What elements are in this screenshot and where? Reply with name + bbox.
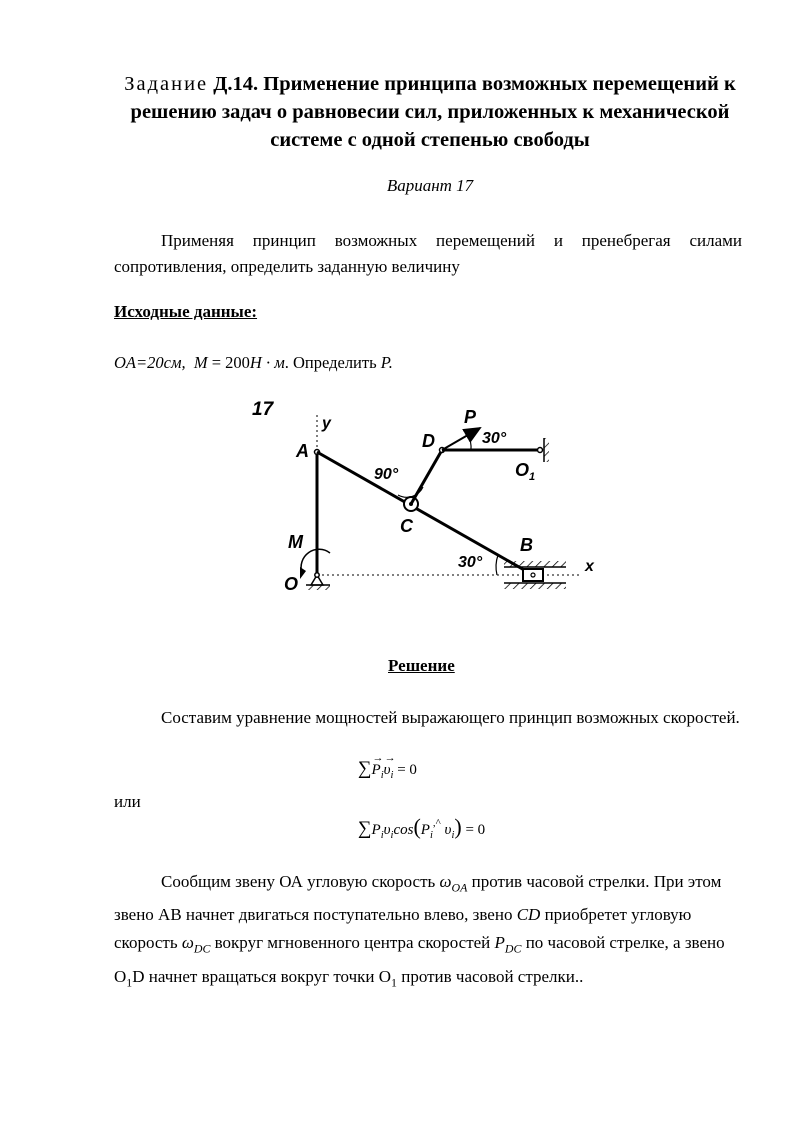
joint-o1 [538, 448, 543, 453]
mechanism-diagram [240, 395, 600, 610]
formula-power-cos: $\sum P_i\upsilon_i\cos(P_i^{,\^{}}$ $\upsilon_i) = 0$ [358, 814, 486, 841]
label-d: D [422, 431, 435, 451]
formula-power-sum: ∑ → $P_i$ → $\upsilon_i = 0$ [358, 752, 417, 781]
given-m-value: = 200 [211, 353, 250, 372]
formula2-p: P [371, 822, 381, 838]
guide-top-hatch [504, 561, 566, 567]
force-p-arrow [442, 428, 480, 450]
final-s6: D начнет вращаться вокруг точки O [132, 966, 392, 986]
given-oa: OA=20см, [114, 353, 186, 372]
formula1-v: υ [383, 762, 391, 778]
angle-30-top-arc [468, 435, 471, 450]
title-lead: Задание [124, 73, 209, 95]
omega-dc: ω [181, 933, 194, 953]
solution-intro: Составим уравнение мощностей выражающего принцип возможных скоростей. [161, 708, 740, 727]
or-word: или [114, 792, 141, 811]
link-cd-name: CD [516, 905, 541, 925]
task-statement: Применяя принцип возможных перемещений и пренебрегая силами сопротивления, определить заданную величину [114, 231, 742, 276]
formula2-cos: cos [393, 822, 414, 838]
given-m-unit: H · м [249, 353, 285, 372]
final-s1: Сообщим звену ОА угловую скорость [161, 872, 436, 891]
omega-oa: ω [439, 872, 452, 891]
label-o1-letter: O [515, 460, 530, 480]
label-b: B [520, 535, 533, 555]
label-angle-30-bottom: 30° [458, 554, 483, 571]
final-s4: вокруг мгновенного центра скоростей [214, 933, 491, 953]
label-angle-90: 90° [374, 466, 399, 483]
final-s3: приобретет угловую скорость [114, 905, 692, 953]
formula1-v-index: i [390, 770, 394, 781]
o1-sub-a: 1 [126, 975, 133, 990]
formula2-v: υ [383, 822, 391, 838]
joint-b [531, 573, 535, 577]
formula1-eq: = 0 [397, 762, 417, 778]
given-data [114, 353, 393, 373]
formula2-p-index: i [380, 830, 384, 841]
formula1-sum: ∑ [358, 758, 372, 779]
formula2-sum: ∑ [358, 818, 372, 839]
formula1-p: P [371, 762, 381, 778]
y-axis-label: y [322, 415, 331, 432]
final-s7: против часовой стрелки.. [401, 966, 584, 986]
variant-label: Вариант 17 [386, 176, 474, 195]
task-title [100, 70, 760, 154]
formula1-p-index: i [380, 770, 384, 781]
title-main: Д.14. Применение принципа возможных перемещений к решению задач о равновесии сил, приложенных к механической системе с одной степенью свободы [130, 73, 736, 151]
formula2-angle-p-index: i [429, 830, 433, 841]
formula2-eq: = 0 [465, 822, 486, 838]
formula2-angle-p: P [420, 822, 430, 838]
given-unknown: P. [380, 353, 393, 372]
joint-o [315, 573, 319, 577]
formula2-angle-v: υ [444, 822, 452, 838]
guide-bottom-hatch [504, 583, 566, 589]
omega-oa-sub: OA [451, 880, 468, 895]
given-determine: . Определить [284, 353, 377, 372]
solution-heading: Решение [388, 656, 455, 675]
label-o1-sub: 1 [529, 471, 536, 483]
pdc-sub: DC [504, 941, 522, 956]
label-m: M [288, 532, 303, 552]
link-cd [411, 450, 442, 504]
label-a: A [296, 441, 309, 461]
x-axis-label: x [585, 558, 594, 575]
given-m-label: M [193, 353, 208, 372]
formula2-angle-v-index: i [451, 830, 455, 841]
omega-dc-sub: DC [193, 941, 211, 956]
label-o: O [284, 574, 299, 594]
final-s2: против часовой стрелки. При этом звено АВ начнет двигаться поступательно влево, звено [114, 872, 722, 925]
given-heading: Исходные данные: [114, 302, 258, 321]
link-ab [317, 452, 536, 575]
label-o1 [515, 460, 535, 483]
formula2-v-index: i [390, 830, 394, 841]
label-p: P [464, 407, 477, 427]
solution-explanation [114, 868, 746, 996]
pdc-symbol: P [494, 933, 505, 953]
angle-30-bottom-arc [496, 555, 498, 575]
diagram-variant-number: 17 [252, 399, 274, 420]
o1-sub-b: 1 [391, 975, 397, 990]
final-s5: по часовой стрелке, а звено O [114, 933, 725, 986]
moment-arrowhead [300, 567, 306, 579]
wall-o1-hatch [544, 438, 549, 462]
label-angle-30-top: 30° [482, 430, 507, 447]
label-c: C [400, 516, 413, 536]
